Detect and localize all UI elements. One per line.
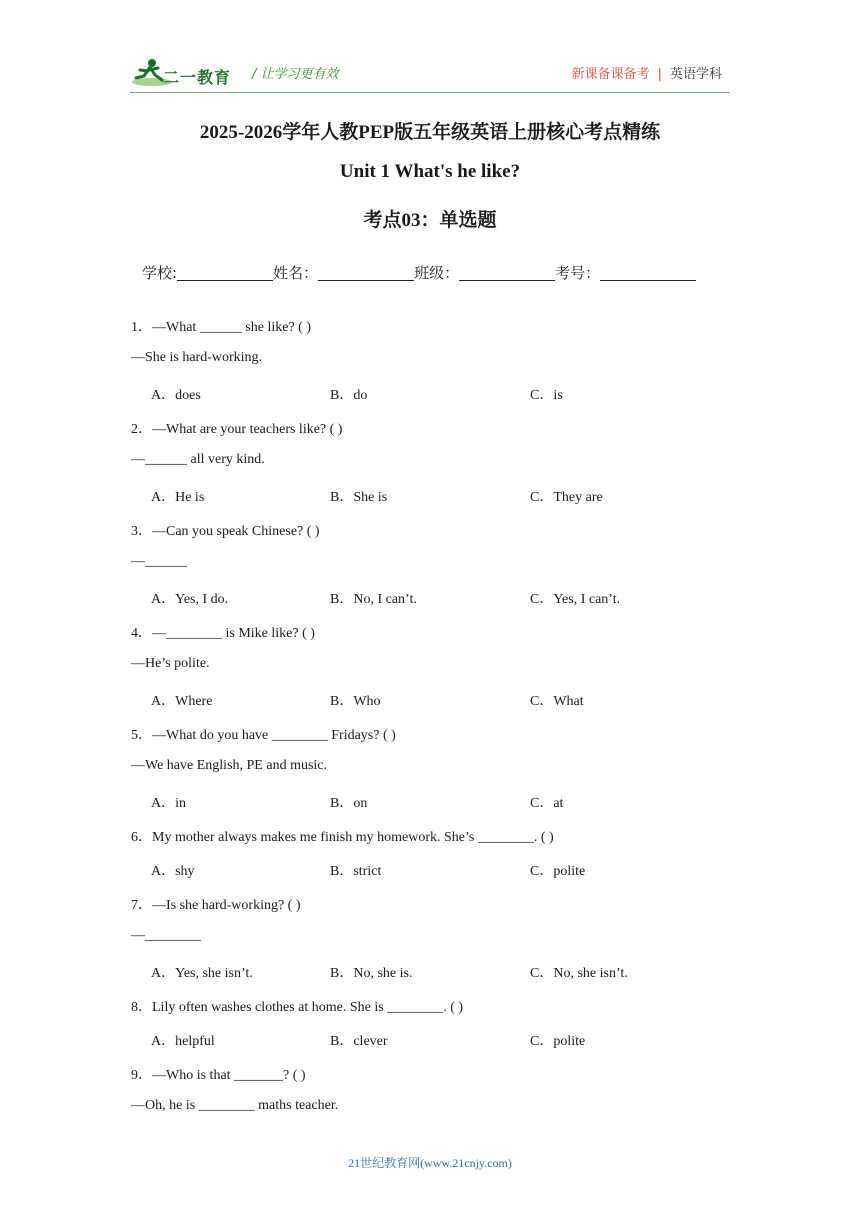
header-right <box>572 63 722 82</box>
header-divider <box>130 92 730 93</box>
question-stem: 7．—Is she hard-working? ( ) <box>131 898 301 913</box>
option-b[interactable]: B．strict <box>330 864 382 879</box>
question-stem: 9．—Who is that _______? ( ) <box>131 1068 306 1083</box>
option-c[interactable]: C．They are <box>530 490 603 505</box>
option-b[interactable]: B．clever <box>330 1034 388 1049</box>
question-response: —We have English, PE and music. <box>131 758 328 773</box>
page-header <box>130 52 730 92</box>
name-blank[interactable] <box>318 264 414 281</box>
school-blank[interactable] <box>177 264 273 281</box>
header-separator: | <box>657 67 662 82</box>
option-a[interactable]: A．Yes, she isn’t. <box>151 966 253 981</box>
question-stem: 2．—What are your teachers like? ( ) <box>131 422 343 437</box>
question-response: —______ <box>131 554 187 569</box>
question-stem: 4．—________ is Mike like? ( ) <box>131 626 315 641</box>
logo-text: 二一教育 <box>163 68 232 87</box>
question-stem: 6．My mother always makes me finish my homework. She’s ________. ( ) <box>131 830 554 845</box>
question-stem: 3．—Can you speak Chinese? ( ) <box>131 524 320 539</box>
option-b[interactable]: B．do <box>330 388 368 403</box>
option-c[interactable]: C．Yes, I can’t. <box>530 592 621 607</box>
logo <box>130 56 250 90</box>
question-response: —________ <box>131 928 201 943</box>
option-c[interactable]: C．No, she isn’t. <box>530 966 628 981</box>
school-label: 学校: <box>142 264 178 282</box>
option-c[interactable]: C．What <box>530 694 584 709</box>
option-b[interactable]: B．No, I can’t. <box>330 592 417 607</box>
question-stem: 5．—What do you have ________ Fridays? ( ) <box>131 728 396 743</box>
question-stem: 1．—What ______ she like? ( ) <box>131 320 312 335</box>
name-label: 姓名： <box>273 264 319 282</box>
option-a[interactable]: A．in <box>151 796 186 811</box>
option-c[interactable]: C．at <box>530 796 564 811</box>
option-b[interactable]: B．Who <box>330 694 381 709</box>
number-label: 考号： <box>555 264 601 282</box>
option-a[interactable]: A．shy <box>151 864 195 879</box>
question-stem: 8．Lily often washes clothes at home. She is ________. ( ) <box>131 1000 464 1015</box>
header-subject: 英语学科 <box>669 67 722 82</box>
footer-source: 21世纪教育网(www.21cnjy.com) <box>348 1156 512 1170</box>
option-a[interactable]: A．helpful <box>151 1034 215 1049</box>
option-c[interactable]: C．polite <box>530 864 586 879</box>
option-b[interactable]: B．No, she is. <box>330 966 413 981</box>
class-blank[interactable] <box>459 264 555 281</box>
option-c[interactable]: C．is <box>530 388 563 403</box>
section-title: 考点03：单选题 <box>363 210 497 231</box>
unit-title: Unit 1 What's he like? <box>339 161 521 182</box>
option-a[interactable]: A．Yes, I do. <box>151 592 229 607</box>
question-response: —He’s polite. <box>131 656 210 671</box>
question-response: —She is hard-working. <box>131 350 263 365</box>
option-a[interactable]: A．Where <box>151 694 213 709</box>
question-response: —______ all very kind. <box>131 452 265 467</box>
option-b[interactable]: B．on <box>330 796 368 811</box>
option-b[interactable]: B．She is <box>330 490 388 505</box>
option-a[interactable]: A．He is <box>151 490 205 505</box>
option-a[interactable]: A．does <box>151 388 201 403</box>
question-response: —Oh, he is ________ maths teacher. <box>131 1098 339 1113</box>
page-title: 2025-2026学年人教PEP版五年级英语上册核心考点精练 <box>199 122 661 143</box>
class-label: 班级： <box>414 264 460 282</box>
number-blank[interactable] <box>600 264 696 281</box>
option-c[interactable]: C．polite <box>530 1034 586 1049</box>
student-info-row <box>142 262 696 283</box>
slogan: / 让学习更有效 <box>252 67 339 82</box>
header-tag: 新课备课备考 <box>571 67 650 82</box>
